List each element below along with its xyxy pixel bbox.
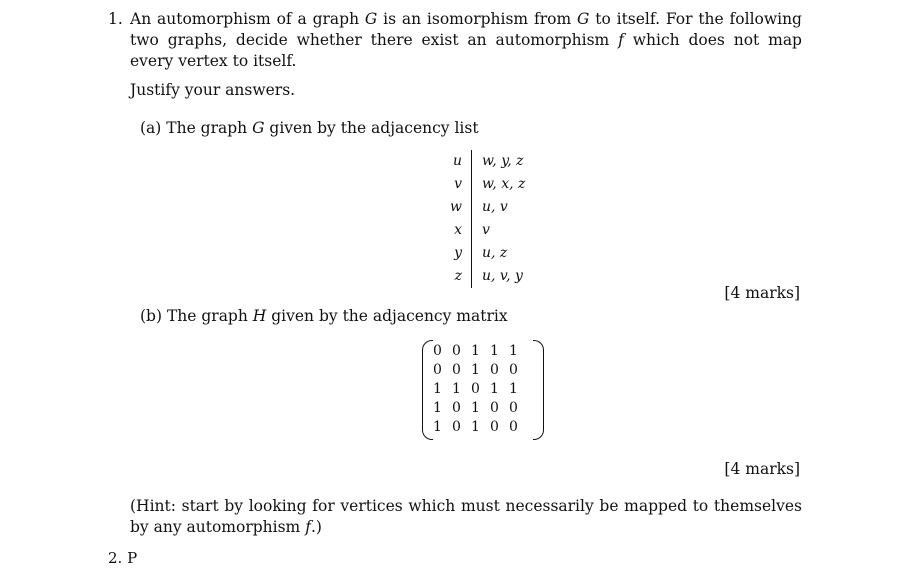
adjacency-row: v w, x, z — [440, 173, 535, 196]
part-b-heading: (b) The graph H given by the adjacency matrix — [140, 307, 508, 325]
question-number: 1. — [108, 10, 123, 28]
matrix-body — [428, 342, 523, 437]
right-parenthesis — [533, 340, 544, 440]
matrix-row: 0 0 1 1 1 — [433, 343, 518, 359]
hint-text: (Hint: start by looking for vertices which must necessarily be mapped to themselves by any automorphism f.) — [130, 497, 802, 536]
adjacency-list — [440, 150, 535, 288]
adjacency-row: w u, v — [440, 196, 535, 219]
adjacency-matrix — [418, 340, 548, 440]
part-a-marks: [4 marks] — [724, 284, 800, 302]
adjacency-row: x v — [440, 219, 535, 242]
justify-instruction: Justify your answers. — [130, 81, 296, 99]
part-b-marks: [4 marks] — [724, 460, 800, 478]
matrix-row: 1 0 1 0 0 — [433, 419, 518, 435]
matrix-row: 1 0 1 0 0 — [433, 400, 518, 416]
matrix-row: 0 0 1 0 0 — [433, 362, 518, 378]
next-question-fragment: 2. P — [108, 549, 138, 567]
adjacency-row: y u, z — [440, 242, 535, 265]
part-a-heading: (a) The graph G given by the adjacency list — [140, 119, 479, 137]
question-text: An automorphism of a graph G is an isomorphism from G to itself. For the following two graphs, decide whether there exist an automorphism f which does not map every vertex to itself. — [130, 10, 802, 70]
adjacency-row: u w, y, z — [440, 150, 535, 173]
adjacency-row: z u, v, y — [440, 265, 535, 288]
matrix-row: 1 1 0 1 1 — [433, 381, 518, 397]
